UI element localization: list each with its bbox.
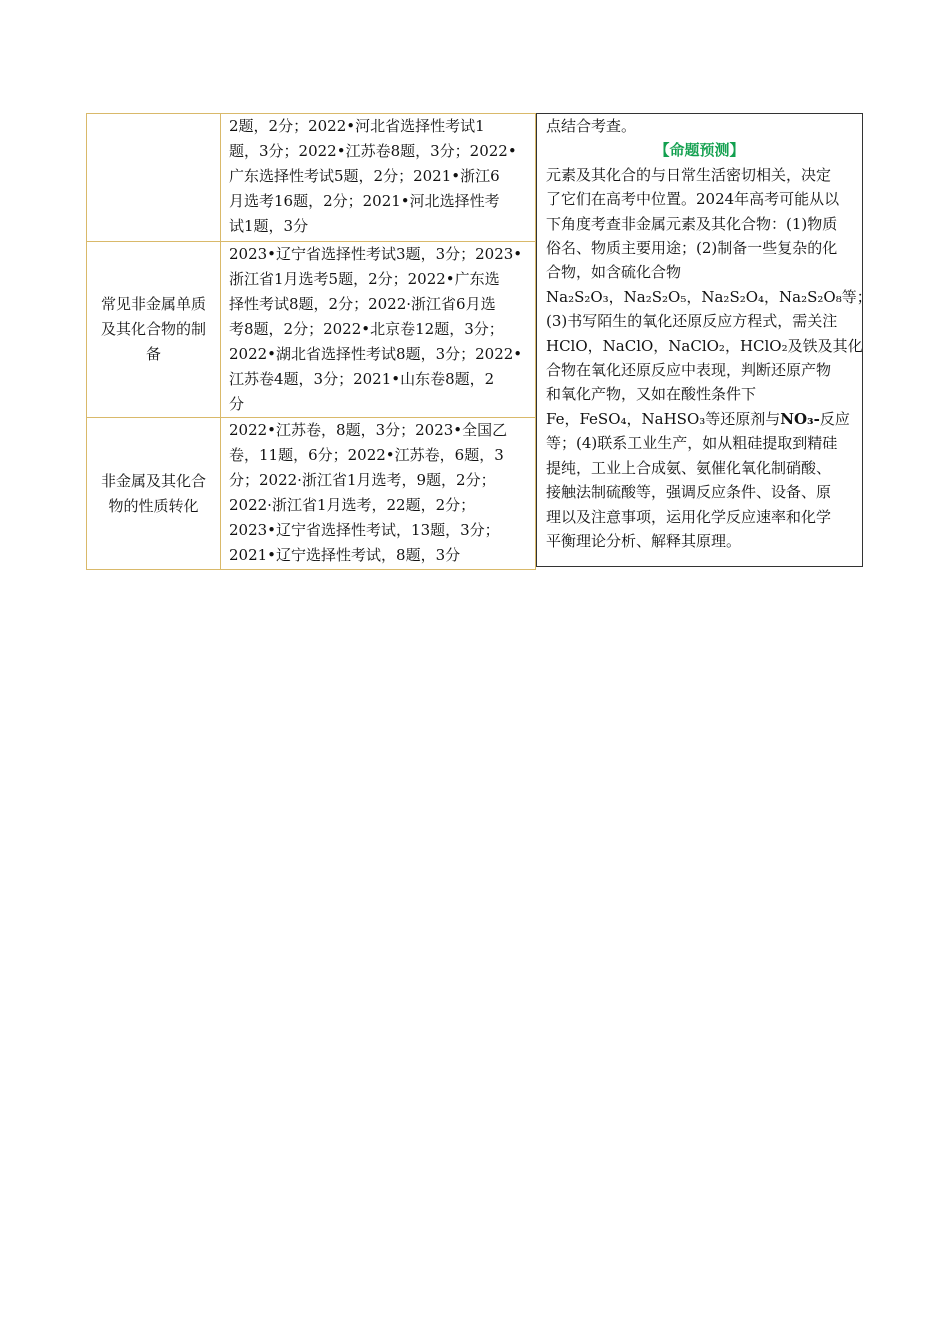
panel-line: 下角度考查非金属元素及其化合物：(1)物质 [546,214,838,233]
exam-line: 江苏卷4题，3分；2021•山东卷8题，2 [229,370,495,388]
exam-line: 2022·浙江省1月选考，22题，2分； [229,496,476,514]
panel-line: 接触法制硫酸等，强调反应条件、设备、原 [546,483,832,502]
table-row [87,418,536,570]
exam-line: 2021•辽宁选择性考试，8题，3分 [229,546,461,564]
panel-line: 平衡理论分析、解释其原理。 [546,531,742,550]
exam-line: 分；2022·浙江省1月选考，9题，2分； [229,471,496,489]
exam-cell [221,418,536,570]
panel-line: HClO，NaClO，NaClO₂，HClO₂及铁及其化 [546,336,863,355]
panel-line: 和氧化产物，又如在酸性条件下 [546,385,757,404]
exam-line: 2022•江苏卷，8题，3分；2023•全国乙 [229,421,508,439]
prediction-panel [536,113,872,567]
table-row [87,114,536,242]
panel-line: 俗名、物质主要用途；(2)制备一些复杂的化 [546,239,838,258]
panel-line: 元素及其化合的与日常生活密切相关，决定 [546,165,832,184]
exam-line: 2022•湖北省选择性考试8题，3分；2022• [229,345,523,363]
exam-line: 浙江省1月选考5题，2分；2022•广东选 [229,270,500,288]
panel-line-nitrate [546,407,853,431]
panel-line: 了它们在高考中位置。2024年高考可能从以 [546,190,840,209]
exam-line: 试1题，3分 [229,217,309,235]
panel-line: (3)书写陌生的氧化还原反应方程式，需关注 [546,312,838,331]
exam-cell [221,242,536,418]
panel-line: 等；(4)联系工业生产，如从粗硅提取到精硅 [546,434,838,453]
exam-line: 卷，11题，6分；2022•江苏卷，6题，3 [229,446,504,464]
exam-line: 择性考试8题，2分；2022·浙江省6月选 [229,295,496,313]
exam-table [86,113,536,570]
panel-line: 合物在氧化还原反应中表现，判断还原产物 [546,361,832,380]
exam-line: 分 [229,395,245,413]
exam-line: 2023•辽宁省选择性考试3题，3分；2023• [229,245,523,263]
panel-line: 理以及注意事项，运用化学反应速率和化学 [546,507,832,526]
nitrate-suffix: 反应 [819,409,850,428]
exam-line: 题，3分；2022•江苏卷8题，3分；2022• [229,142,517,160]
panel-line: 合物，如含硫化合物 [546,263,682,282]
exam-line: 月选考16题，2分；2021•河北选择性考 [229,192,500,210]
exam-cell [221,114,536,242]
table-row [87,242,536,418]
nitrate-formula: NO₃- [780,409,820,428]
panel-top-line: 点结合考查。 [546,117,637,135]
topic-cell [87,114,221,242]
panel-line-text: Fe，FeSO₄，NaHSO₃等还原剂与 [546,409,781,428]
exam-line: 2题，2分；2022•河北省选择性考试1 [229,117,485,135]
exam-line: 2023•辽宁省选择性考试，13题，3分； [229,521,500,539]
exam-line: 广东选择性考试5题，2分；2021•浙江6 [229,167,500,185]
topic-cell: 非金属及其化合物的性质转化 [87,418,221,570]
panel-line: 提纯，工业上合成氨、氨催化氧化制硝酸、 [546,458,832,477]
panel-line: Na₂S₂O₃，Na₂S₂O₅，Na₂S₂O₄，Na₂S₂O₈等； [546,287,872,306]
prediction-title: 【命题预测】 [654,141,745,160]
topic-cell: 常见非金属单质及其化合物的制备 [87,242,221,418]
exam-line: 考8题，2分；2022•北京卷12题，3分； [229,320,504,338]
